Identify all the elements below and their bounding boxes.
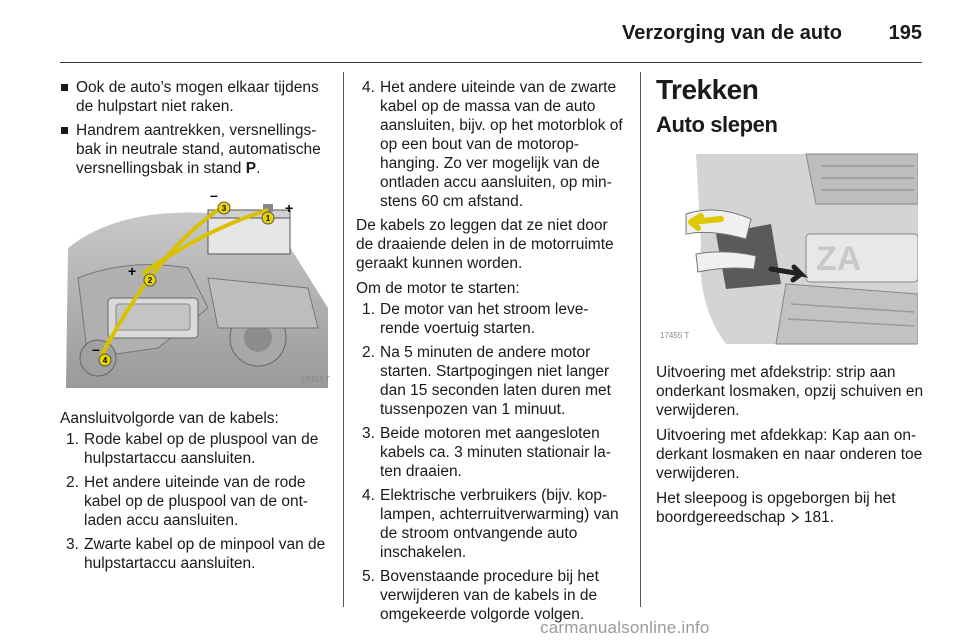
list-item: 2. Het andere uiteinde van de rode kabel op de pluspool van de ont-laden accu aansluiten. bbox=[66, 474, 309, 529]
paragraph: Uitvoering met afdekstrip: strip aan onderkant losmaken, opzij schuiven en verwijderen. bbox=[656, 364, 924, 419]
column-3 bbox=[656, 74, 928, 533]
connection-steps bbox=[60, 430, 328, 573]
figure-id: 17455 T bbox=[660, 331, 690, 340]
start-steps bbox=[356, 300, 628, 624]
svg-text:+: + bbox=[128, 263, 137, 279]
list-item: 5. Bovenstaande procedure bij het verwijderen van de kabels in de omgekeerde volgorde volgen. bbox=[362, 568, 599, 623]
towing-figure bbox=[656, 144, 918, 349]
jump-start-figure bbox=[58, 188, 336, 393]
watermark: carmanualsonline.info bbox=[540, 618, 710, 637]
paragraph: Uitvoering met afdekkap: Kap aan on-derkant losmaken en naar onderen toe verwijderen. bbox=[656, 427, 923, 482]
svg-text:+: + bbox=[285, 200, 294, 216]
paragraph: De kabels zo leggen dat ze niet door de draaiende delen in de motorruimte geraakt kunnen worden. bbox=[356, 217, 614, 272]
column-divider-2 bbox=[640, 72, 641, 607]
front-bumper-illustration bbox=[656, 144, 918, 349]
list-item: 4. Het andere uiteinde van de zwarte kabel op de massa van de auto aansluiten, bijv. op het motorblok of op een bout van de motorop-hanging. Zo ver mogelijk van de ontladen accu aansluiten, op min-stens 60 cm afstand. bbox=[362, 79, 623, 210]
order-intro: Aansluitvolgorde van de kabels: bbox=[60, 410, 279, 427]
list-item: 1. De motor van het stroom leve-rende voertuig starten. bbox=[362, 301, 589, 337]
svg-text:3: 3 bbox=[221, 204, 227, 213]
list-item: 3. Zwarte kabel op de minpool van de hulpstartaccu aansluiten. bbox=[66, 536, 326, 572]
svg-text:2: 2 bbox=[147, 276, 153, 285]
page-header bbox=[0, 0, 960, 60]
svg-text:ZA: ZA bbox=[816, 240, 862, 278]
svg-text:1: 1 bbox=[265, 214, 271, 223]
list-item: 2. Na 5 minuten de andere motor starten. Startpogingen niet langer dan 15 seconden laten duren met tussenpozen van 1 minuut. bbox=[362, 344, 611, 418]
bullet-item: Handrem aantrekken, versnellings-bak in neutrale stand, automatische versnellingsbak in stand P. bbox=[60, 121, 328, 178]
chapter-title: Verzorging van de auto bbox=[621, 22, 842, 44]
svg-text:–: – bbox=[210, 188, 218, 203]
page-number: 195 bbox=[888, 22, 922, 44]
paragraph: Het sleepoog is opgeborgen bij het boordgereedschap 181. bbox=[656, 490, 896, 526]
figure-id: 17454 T bbox=[300, 375, 330, 384]
column-2 bbox=[356, 78, 628, 629]
engine-bay-illustration bbox=[58, 188, 336, 393]
subsection-title: Auto slepen bbox=[656, 112, 778, 137]
svg-text:–: – bbox=[92, 341, 100, 357]
section-title: Trekken bbox=[656, 74, 759, 105]
page-reference-link[interactable]: 181. bbox=[803, 509, 835, 526]
paragraph: Om de motor te starten: bbox=[356, 280, 520, 297]
reference-arrow-icon bbox=[790, 509, 804, 526]
list-item: 4. Elektrische verbruikers (bijv. kop-lampen, achterruitverwarming) van de stroom ontvangende auto inschakelen. bbox=[362, 487, 619, 561]
column-1 bbox=[60, 78, 328, 578]
bullet-item: Ook de auto’s mogen elkaar tijdens de hulpstart niet raken. bbox=[60, 78, 328, 116]
header-divider bbox=[60, 62, 922, 63]
column-divider-1 bbox=[343, 72, 344, 607]
list-item: 1. Rode kabel op de pluspool van de hulpstartaccu aansluiten. bbox=[66, 431, 319, 467]
svg-text:4: 4 bbox=[102, 356, 108, 365]
list-item: 3. Beide motoren met aangesloten kabels ca. 3 minuten stationair la-ten draaien. bbox=[362, 425, 611, 480]
